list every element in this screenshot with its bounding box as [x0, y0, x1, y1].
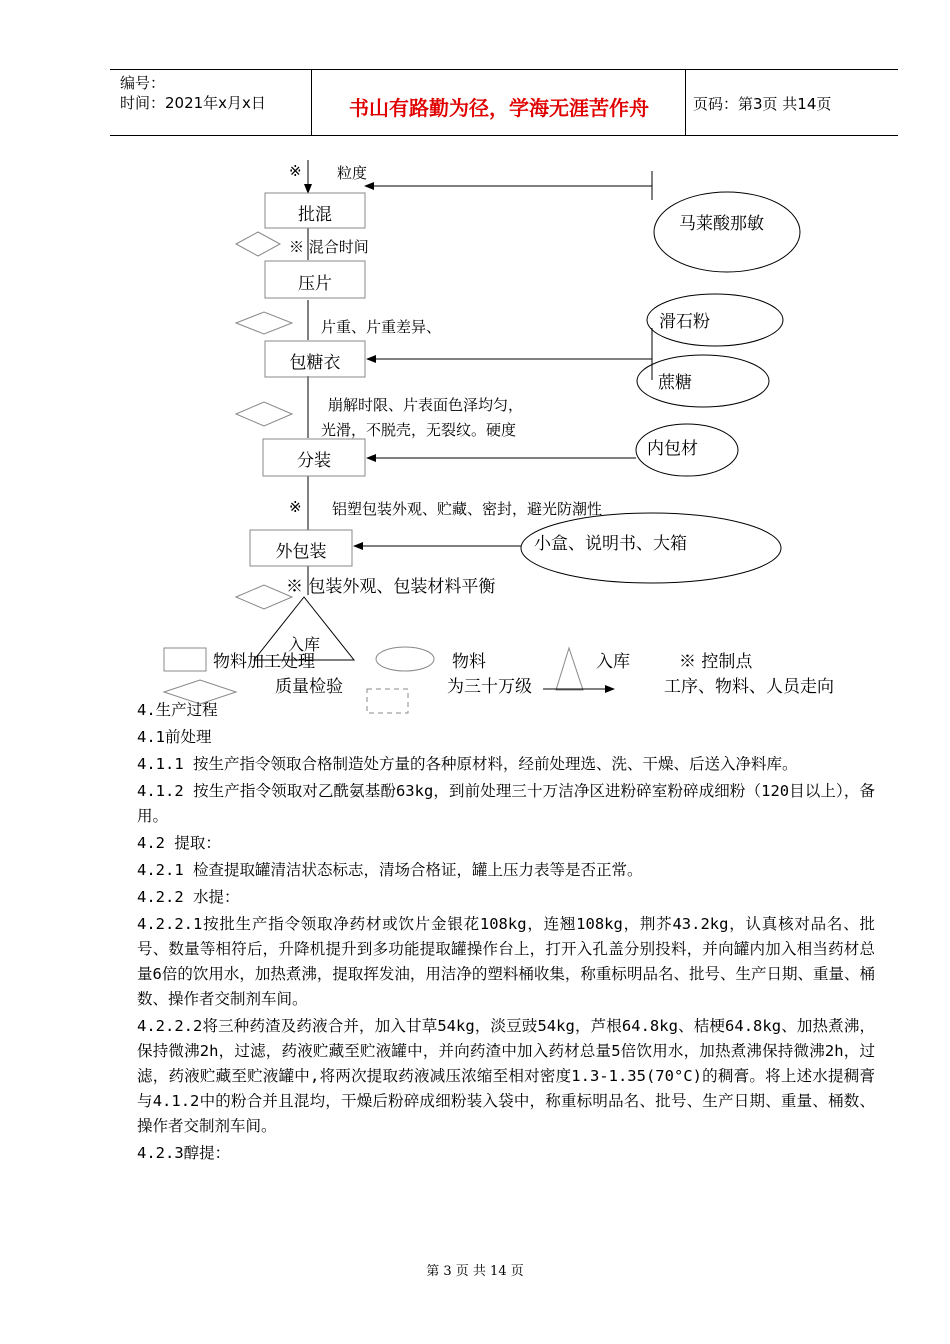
- label-storage: 入库: [288, 635, 321, 654]
- paragraph: 4.2.1 检查提取罐清洁状态标志，清场合格证，罐上压力表等是否正常。: [137, 861, 643, 879]
- legend-flow-label: 工序、物料、人员走向: [664, 677, 834, 697]
- paragraph: 4.1前处理: [137, 728, 212, 746]
- legend-rect: [164, 648, 206, 671]
- label-sucrose: 蔗糖: [658, 373, 692, 393]
- header-page-label: 页码：第3页 共14页: [693, 95, 832, 113]
- label-packaging: 分装: [297, 451, 331, 471]
- legend-material-label: 物料: [452, 652, 486, 672]
- header-number-label: 编号：: [120, 74, 166, 92]
- label-talc: 滑石粉: [659, 312, 710, 332]
- header-motto: 书山有路勤为径，学海无涯苦作舟: [349, 96, 649, 120]
- diamond-qc-mixing: [236, 232, 280, 256]
- diamond-qc-tableting: [236, 312, 292, 334]
- label-sugar-coating: 包糖衣: [289, 353, 341, 373]
- paragraph: 4.2.2.1按批生产指令领取净药材或饮片金银花108kg，连翘108kg，荆芥43.2kg，认真核对品名、批号、数量等相符后，升降机提升到多功能提取罐操作台上，打开入孔盖分别投料，并向罐内加入相当药材总量6倍的饮用水，加热煮沸，提取挥发油，用洁净的塑料桶收集，称重标明品名、批号、生产日期、重量、桶数、操作者交制剂车间。: [137, 915, 875, 1008]
- label-tableting: 压片: [298, 274, 332, 294]
- check-packaging-bottom: 铝塑包装外观、贮藏、密封，避光防潮性: [332, 500, 603, 518]
- ellipse-sucrose: [637, 355, 769, 407]
- label-boxes: 小盒、说明书、大箱: [534, 534, 687, 554]
- paragraph: 4.1.1 按生产指令领取合格制造处方量的各种原材料，经前处理选、洗、干燥、后送入净料库。: [137, 755, 798, 773]
- diamond-qc-coating: [236, 402, 292, 426]
- check-mixing-top: 粒度: [337, 164, 368, 182]
- page-footer: 第 3 页 共 14 页: [426, 1264, 524, 1279]
- check-mixing-bottom: ※ 混合时间: [289, 238, 369, 256]
- label-inner-packaging: 内包材: [647, 439, 698, 459]
- paragraph: 4.2.3醇提：: [137, 1144, 231, 1162]
- paragraph: 4.生产过程: [137, 701, 218, 719]
- label-mixing: 批混: [298, 205, 332, 225]
- check-coating-line1: 崩解时限、片表面色泽均匀，: [328, 396, 524, 414]
- legend-quality-label: 质量检验: [275, 677, 343, 697]
- paragraph: 4.2 提取：: [137, 834, 221, 852]
- legend-control-label: ※ 控制点: [679, 652, 753, 672]
- label-outer-packaging: 外包装: [275, 542, 327, 562]
- paragraph: 4.2.2 水提：: [137, 888, 240, 906]
- paragraph: 4.2.2.2将三种药渣及药液合并，加入甘草54kg，淡豆豉54kg，芦根64.8kg、桔梗64.8kg、加热煮沸，保持微沸2h，过滤，药液贮藏至贮液罐中，并向药渣中加入药材总量5倍饮用水，加热煮沸保持微沸2h，过滤，药液贮藏至贮液罐中,将两次提取药液减压浓缩至相对密度1.3-1.35(70°C)的稠膏。将上述水提稠膏与4.1.2中的粉合并且混均，干燥后粉碎成细粉装入袋中，称重标明品名、批号、生产日期、重量、桶数、操作者交制剂车间。: [137, 1017, 875, 1135]
- check-coating-line2: 光滑，不脱壳，无裂纹。硬度: [321, 421, 517, 439]
- legend-grade-label: 为三十万级: [447, 677, 532, 697]
- legend-storage-label: 入库: [596, 652, 630, 672]
- control-mark-packaging: ※: [289, 498, 302, 516]
- header-time-label: 时间：2021年x月x日: [120, 94, 266, 112]
- check-outer-bottom: ※ 包装外观、包装材料平衡: [286, 577, 496, 597]
- legend-triangle: [556, 648, 583, 690]
- control-mark-mixing-top: ※: [289, 162, 302, 180]
- production-process-text: [137, 698, 875, 1168]
- legend-process-label: 物料加工处理: [213, 652, 315, 672]
- legend-ellipse: [376, 647, 434, 671]
- diamond-qc-outer: [236, 585, 292, 609]
- check-tableting-bottom: 片重、片重差异、: [321, 318, 442, 336]
- paragraph: 4.1.2 按生产指令领取对乙酰氨基酚63kg，到前处理三十万洁净区进粉碎室粉碎成细粉（120目以上），备用。: [137, 782, 875, 825]
- label-chlorphenamine: 马莱酸那敏: [679, 214, 764, 234]
